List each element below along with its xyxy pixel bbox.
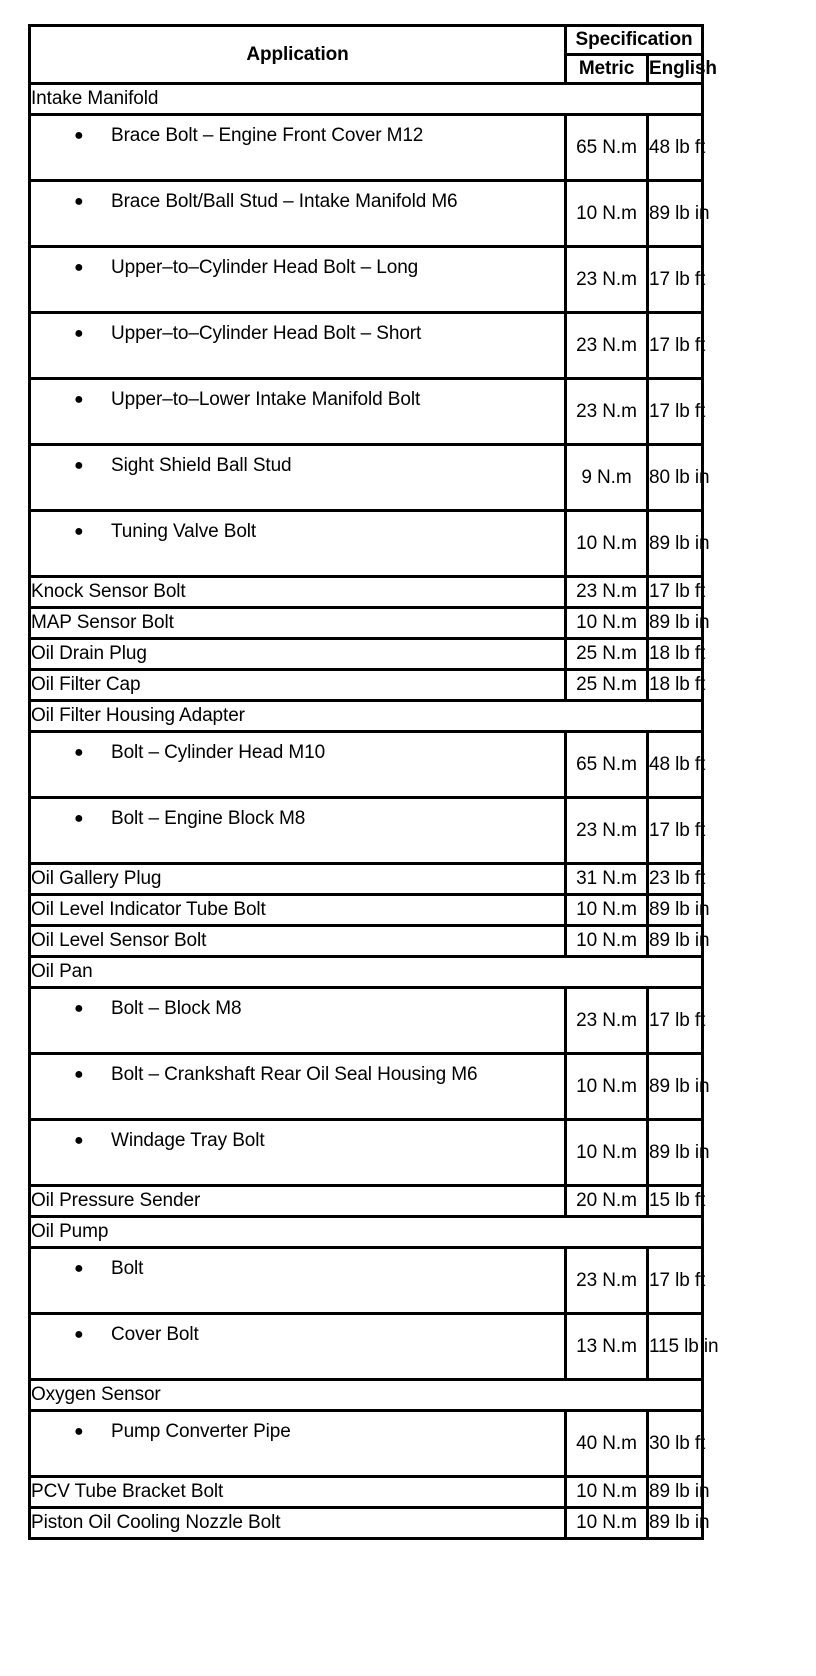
section-row xyxy=(30,1217,703,1248)
english-value: 89 lb in xyxy=(648,895,703,926)
section-label: Oxygen Sensor xyxy=(30,1380,703,1411)
metric-value: 10 N.m xyxy=(566,181,648,247)
metric-value: 10 N.m xyxy=(566,926,648,957)
metric-value: 23 N.m xyxy=(566,379,648,445)
english-value: 17 lb ft xyxy=(648,1248,703,1314)
metric-value: 23 N.m xyxy=(566,577,648,608)
application-label: Bolt – Cylinder Head M10 xyxy=(111,742,326,763)
application-cell xyxy=(30,1054,566,1120)
section-row xyxy=(30,957,703,988)
metric-value: 10 N.m xyxy=(566,1508,648,1539)
english-value: 89 lb in xyxy=(648,1120,703,1186)
section-label: Intake Manifold xyxy=(30,84,703,115)
application-cell xyxy=(30,1411,566,1477)
metric-value: 13 N.m xyxy=(566,1314,648,1380)
application-label: Bolt – Crankshaft Rear Oil Seal Housing M6 xyxy=(111,1064,478,1085)
bullet-row xyxy=(30,1411,703,1477)
bullet-row xyxy=(30,115,703,181)
section-label: Oil Pan xyxy=(30,957,703,988)
bullet-row xyxy=(30,511,703,577)
application-label: Brace Bolt/Ball Stud – Intake Manifold M6 xyxy=(111,191,458,212)
bullet-row xyxy=(30,379,703,445)
application-label: Sight Shield Ball Stud xyxy=(111,455,292,476)
table-row xyxy=(30,1508,703,1539)
metric-value: 10 N.m xyxy=(566,1054,648,1120)
application-label: Windage Tray Bolt xyxy=(111,1130,265,1151)
application-cell: PCV Tube Bracket Bolt xyxy=(30,1477,566,1508)
english-value: 80 lb in xyxy=(648,445,703,511)
application-cell xyxy=(30,988,566,1054)
application-cell xyxy=(30,115,566,181)
bullet-icon: ● xyxy=(74,1132,84,1149)
table-row xyxy=(30,670,703,701)
english-value: 89 lb in xyxy=(648,1508,703,1539)
english-value: 17 lb ft xyxy=(648,247,703,313)
section-row xyxy=(30,84,703,115)
bullet-icon: ● xyxy=(74,259,84,276)
bullet-row xyxy=(30,181,703,247)
application-label: Cover Bolt xyxy=(111,1324,199,1345)
application-label: Bolt – Engine Block M8 xyxy=(111,808,306,829)
application-label: Brace Bolt – Engine Front Cover M12 xyxy=(111,125,424,146)
english-value: 115 lb in xyxy=(648,1314,703,1380)
bullet-icon: ● xyxy=(74,1000,84,1017)
english-value: 17 lb ft xyxy=(648,988,703,1054)
metric-value: 10 N.m xyxy=(566,608,648,639)
metric-value: 23 N.m xyxy=(566,798,648,864)
bullet-icon: ● xyxy=(74,127,84,144)
bullet-row xyxy=(30,247,703,313)
application-cell xyxy=(30,1248,566,1314)
bullet-row xyxy=(30,798,703,864)
section-label: Oil Pump xyxy=(30,1217,703,1248)
section-label: Oil Filter Housing Adapter xyxy=(30,701,703,732)
table-row xyxy=(30,577,703,608)
application-label: Tuning Valve Bolt xyxy=(111,521,257,542)
application-label: Bolt – Block M8 xyxy=(111,998,242,1019)
application-label: Upper–to–Lower Intake Manifold Bolt xyxy=(111,389,421,410)
torque-spec-table xyxy=(28,24,719,1540)
application-header: Application xyxy=(30,26,566,84)
application-label: Bolt xyxy=(111,1258,144,1279)
application-label: Upper–to–Cylinder Head Bolt – Short xyxy=(111,323,422,344)
bullet-row xyxy=(30,1054,703,1120)
section-row xyxy=(30,701,703,732)
english-value: 17 lb ft xyxy=(648,577,703,608)
application-cell: Oil Level Indicator Tube Bolt xyxy=(30,895,566,926)
metric-value: 31 N.m xyxy=(566,864,648,895)
english-value: 15 lb ft xyxy=(648,1186,703,1217)
application-cell xyxy=(30,732,566,798)
bullet-row xyxy=(30,1120,703,1186)
bullet-icon: ● xyxy=(74,1066,84,1083)
application-cell: Oil Gallery Plug xyxy=(30,864,566,895)
bullet-row xyxy=(30,313,703,379)
bullet-icon: ● xyxy=(74,193,84,210)
metric-value: 10 N.m xyxy=(566,1120,648,1186)
table-row xyxy=(30,1186,703,1217)
metric-value: 25 N.m xyxy=(566,670,648,701)
english-value: 89 lb in xyxy=(648,926,703,957)
application-cell xyxy=(30,379,566,445)
table-row xyxy=(30,1477,703,1508)
specification-header: Specification xyxy=(566,26,703,55)
table-row xyxy=(30,608,703,639)
english-value: 17 lb ft xyxy=(648,379,703,445)
english-value: 89 lb in xyxy=(648,1477,703,1508)
bullet-icon: ● xyxy=(74,810,84,827)
application-cell xyxy=(30,511,566,577)
english-value: 18 lb ft xyxy=(648,670,703,701)
application-cell: Knock Sensor Bolt xyxy=(30,577,566,608)
bullet-icon: ● xyxy=(74,744,84,761)
bullet-row xyxy=(30,1314,703,1380)
english-value: 89 lb in xyxy=(648,511,703,577)
metric-value: 23 N.m xyxy=(566,988,648,1054)
application-cell: Oil Drain Plug xyxy=(30,639,566,670)
english-value: 89 lb in xyxy=(648,608,703,639)
english-value: 48 lb ft xyxy=(648,732,703,798)
table-row xyxy=(30,864,703,895)
english-value: 89 lb in xyxy=(648,181,703,247)
table-row xyxy=(30,639,703,670)
application-cell xyxy=(30,798,566,864)
application-cell: Oil Level Sensor Bolt xyxy=(30,926,566,957)
metric-value: 10 N.m xyxy=(566,511,648,577)
metric-value: 10 N.m xyxy=(566,1477,648,1508)
table-row xyxy=(30,895,703,926)
application-cell xyxy=(30,445,566,511)
application-cell: Oil Pressure Sender xyxy=(30,1186,566,1217)
metric-value: 25 N.m xyxy=(566,639,648,670)
application-cell: Oil Filter Cap xyxy=(30,670,566,701)
table-row xyxy=(30,926,703,957)
metric-value: 65 N.m xyxy=(566,732,648,798)
application-cell xyxy=(30,313,566,379)
metric-value: 10 N.m xyxy=(566,895,648,926)
bullet-row xyxy=(30,988,703,1054)
bullet-icon: ● xyxy=(74,1326,84,1343)
metric-value: 40 N.m xyxy=(566,1411,648,1477)
metric-value: 23 N.m xyxy=(566,247,648,313)
metric-value: 23 N.m xyxy=(566,1248,648,1314)
bullet-icon: ● xyxy=(74,523,84,540)
bullet-row xyxy=(30,445,703,511)
english-value: 89 lb in xyxy=(648,1054,703,1120)
english-value: 18 lb ft xyxy=(648,639,703,670)
english-value: 30 lb ft xyxy=(648,1411,703,1477)
metric-header: Metric xyxy=(566,55,648,84)
bullet-icon: ● xyxy=(74,325,84,342)
bullet-icon: ● xyxy=(74,457,84,474)
english-header: English xyxy=(648,55,703,84)
metric-value: 9 N.m xyxy=(566,445,648,511)
application-cell: MAP Sensor Bolt xyxy=(30,608,566,639)
metric-value: 20 N.m xyxy=(566,1186,648,1217)
bullet-icon: ● xyxy=(74,1423,84,1440)
bullet-icon: ● xyxy=(74,1260,84,1277)
application-cell xyxy=(30,247,566,313)
application-cell xyxy=(30,1120,566,1186)
metric-value: 65 N.m xyxy=(566,115,648,181)
section-row xyxy=(30,1380,703,1411)
bullet-icon: ● xyxy=(74,391,84,408)
application-cell xyxy=(30,181,566,247)
english-value: 17 lb ft xyxy=(648,313,703,379)
english-value: 17 lb ft xyxy=(648,798,703,864)
bullet-row xyxy=(30,1248,703,1314)
application-cell xyxy=(30,1314,566,1380)
english-value: 23 lb ft xyxy=(648,864,703,895)
application-cell: Piston Oil Cooling Nozzle Bolt xyxy=(30,1508,566,1539)
metric-value: 23 N.m xyxy=(566,313,648,379)
application-label: Pump Converter Pipe xyxy=(111,1421,291,1442)
bullet-row xyxy=(30,732,703,798)
english-value: 48 lb ft xyxy=(648,115,703,181)
application-label: Upper–to–Cylinder Head Bolt – Long xyxy=(111,257,419,278)
